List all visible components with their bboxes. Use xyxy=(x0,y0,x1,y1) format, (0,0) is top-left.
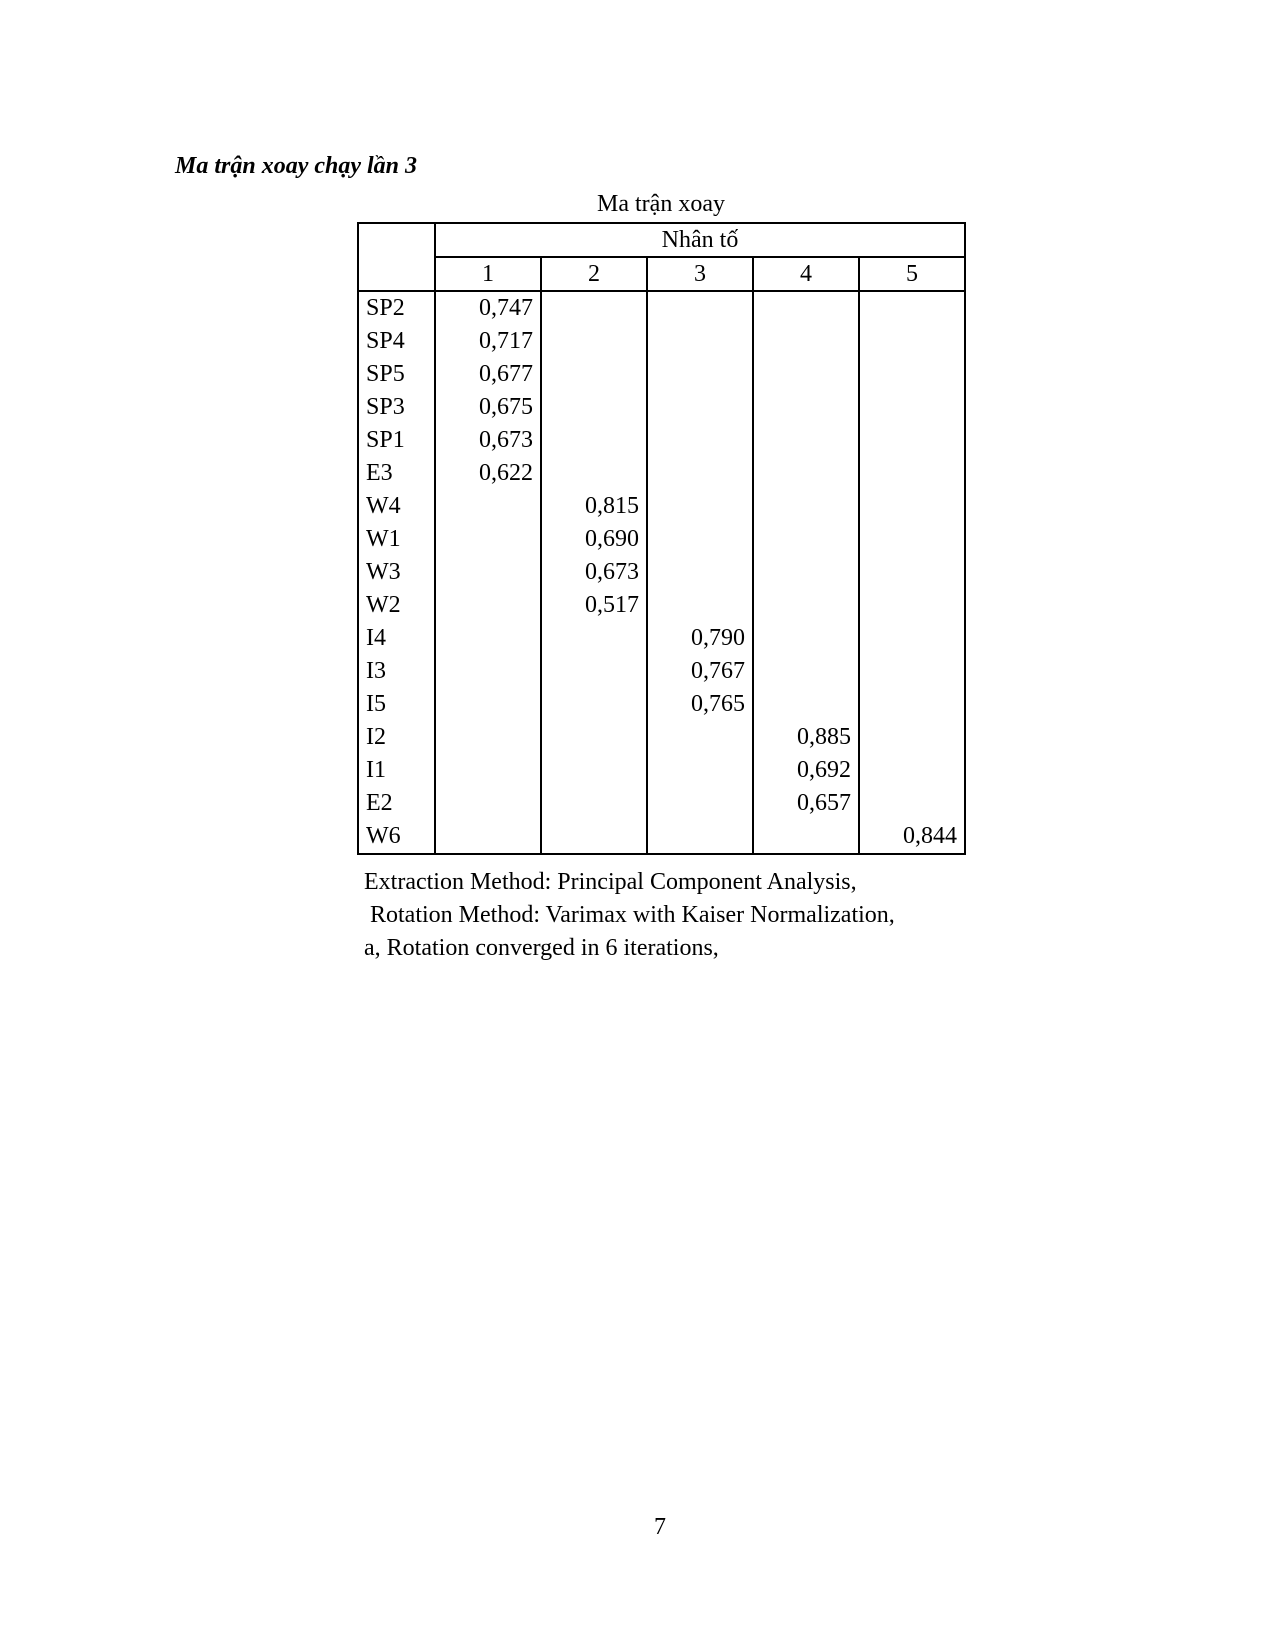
table-row xyxy=(358,556,965,589)
table-caption: Ma trận xoay xyxy=(597,191,725,217)
table-row xyxy=(358,787,965,820)
loading-cell xyxy=(753,688,859,721)
loading-cell: 0,690 xyxy=(541,523,647,556)
row-label: I2 xyxy=(358,721,435,754)
loading-cell xyxy=(541,325,647,358)
factor-group-header: Nhân tố xyxy=(435,223,965,257)
loading-cell xyxy=(435,655,541,688)
loading-cell xyxy=(753,655,859,688)
corner-cell xyxy=(358,223,435,291)
table-row xyxy=(358,820,965,854)
loading-cell xyxy=(753,325,859,358)
loading-cell xyxy=(753,820,859,854)
loading-cell xyxy=(647,358,753,391)
row-label: SP2 xyxy=(358,291,435,325)
loading-cell xyxy=(647,325,753,358)
loading-cell: 0,717 xyxy=(435,325,541,358)
loading-cell xyxy=(753,622,859,655)
loading-cell xyxy=(753,589,859,622)
row-label: SP4 xyxy=(358,325,435,358)
loading-cell xyxy=(859,391,965,424)
loading-cell: 0,673 xyxy=(435,424,541,457)
table-row xyxy=(358,721,965,754)
loading-cell xyxy=(753,424,859,457)
table-row xyxy=(358,391,965,424)
row-label: I5 xyxy=(358,688,435,721)
loading-cell xyxy=(859,688,965,721)
loading-cell xyxy=(647,787,753,820)
matrix-body xyxy=(358,291,965,854)
loading-cell: 0,767 xyxy=(647,655,753,688)
row-label: W2 xyxy=(358,589,435,622)
rotated-component-matrix xyxy=(357,222,966,855)
loading-cell xyxy=(859,325,965,358)
loading-cell: 0,517 xyxy=(541,589,647,622)
column-header: 5 xyxy=(859,257,965,291)
row-label: W3 xyxy=(358,556,435,589)
loading-cell xyxy=(753,457,859,490)
row-label: W1 xyxy=(358,523,435,556)
loading-cell xyxy=(435,721,541,754)
loading-cell xyxy=(647,391,753,424)
loading-cell xyxy=(647,820,753,854)
loading-cell xyxy=(541,358,647,391)
loading-cell xyxy=(859,589,965,622)
table-notes xyxy=(364,866,895,965)
loading-cell xyxy=(753,556,859,589)
loading-cell xyxy=(647,754,753,787)
loading-cell xyxy=(541,820,647,854)
loading-cell xyxy=(753,523,859,556)
row-label: I4 xyxy=(358,622,435,655)
table-row xyxy=(358,358,965,391)
loading-cell: 0,885 xyxy=(753,721,859,754)
extraction-note: Extraction Method: Principal Component Analysis, xyxy=(364,869,857,895)
loading-cell xyxy=(435,688,541,721)
loading-cell xyxy=(647,424,753,457)
loading-cell xyxy=(647,457,753,490)
loading-cell xyxy=(753,391,859,424)
section-heading: Ma trận xoay chạy lần 3 xyxy=(175,153,418,179)
loading-cell xyxy=(859,457,965,490)
column-header: 1 xyxy=(435,257,541,291)
row-label: I1 xyxy=(358,754,435,787)
row-label: I3 xyxy=(358,655,435,688)
loading-cell xyxy=(541,457,647,490)
loading-cell: 0,675 xyxy=(435,391,541,424)
table-row xyxy=(358,655,965,688)
loading-cell xyxy=(753,291,859,325)
table-row xyxy=(358,688,965,721)
table-row xyxy=(358,622,965,655)
loading-cell xyxy=(541,291,647,325)
row-label: W4 xyxy=(358,490,435,523)
loading-cell xyxy=(541,787,647,820)
loading-cell: 0,765 xyxy=(647,688,753,721)
convergence-note: a, Rotation converged in 6 iterations, xyxy=(364,935,719,961)
loading-cell xyxy=(541,721,647,754)
column-header: 2 xyxy=(541,257,647,291)
loading-cell xyxy=(859,787,965,820)
loading-cell: 0,844 xyxy=(859,820,965,854)
loading-cell xyxy=(647,523,753,556)
page-number: 7 xyxy=(654,1514,666,1540)
loading-cell xyxy=(859,490,965,523)
row-label: E3 xyxy=(358,457,435,490)
loading-cell: 0,622 xyxy=(435,457,541,490)
table-row xyxy=(358,523,965,556)
loading-cell xyxy=(435,523,541,556)
loading-cell xyxy=(541,754,647,787)
row-label: SP1 xyxy=(358,424,435,457)
loading-cell xyxy=(859,754,965,787)
rotation-note: Rotation Method: Varimax with Kaiser Normalization, xyxy=(364,902,895,928)
table-row xyxy=(358,754,965,787)
loading-cell xyxy=(647,490,753,523)
loading-cell xyxy=(859,721,965,754)
row-label: W6 xyxy=(358,820,435,854)
loading-cell xyxy=(859,556,965,589)
loading-cell: 0,790 xyxy=(647,622,753,655)
loading-cell xyxy=(435,787,541,820)
loading-cell xyxy=(435,820,541,854)
table-row xyxy=(358,490,965,523)
loading-cell xyxy=(435,622,541,655)
loading-cell xyxy=(753,358,859,391)
table-row xyxy=(358,424,965,457)
loading-cell xyxy=(647,589,753,622)
row-label: SP5 xyxy=(358,358,435,391)
table-row xyxy=(358,325,965,358)
loading-cell: 0,692 xyxy=(753,754,859,787)
loading-cell xyxy=(541,688,647,721)
loading-cell xyxy=(859,622,965,655)
loading-cell xyxy=(541,424,647,457)
column-header: 3 xyxy=(647,257,753,291)
loading-cell xyxy=(859,523,965,556)
loading-cell xyxy=(647,291,753,325)
column-header: 4 xyxy=(753,257,859,291)
loading-cell: 0,747 xyxy=(435,291,541,325)
loading-cell xyxy=(435,556,541,589)
loading-cell xyxy=(435,754,541,787)
loading-cell xyxy=(541,622,647,655)
loading-cell: 0,657 xyxy=(753,787,859,820)
table-row xyxy=(358,291,965,325)
loading-cell xyxy=(647,721,753,754)
row-label: SP3 xyxy=(358,391,435,424)
row-label: E2 xyxy=(358,787,435,820)
loading-cell xyxy=(859,424,965,457)
loading-cell: 0,815 xyxy=(541,490,647,523)
loading-cell xyxy=(541,391,647,424)
loading-cell xyxy=(541,655,647,688)
table-row xyxy=(358,589,965,622)
loading-cell xyxy=(435,589,541,622)
loading-cell xyxy=(859,655,965,688)
table-row xyxy=(358,457,965,490)
loading-cell xyxy=(859,291,965,325)
loading-cell xyxy=(753,490,859,523)
loading-cell: 0,677 xyxy=(435,358,541,391)
loading-cell xyxy=(647,556,753,589)
loading-cell xyxy=(859,358,965,391)
loading-cell xyxy=(435,490,541,523)
loading-cell: 0,673 xyxy=(541,556,647,589)
